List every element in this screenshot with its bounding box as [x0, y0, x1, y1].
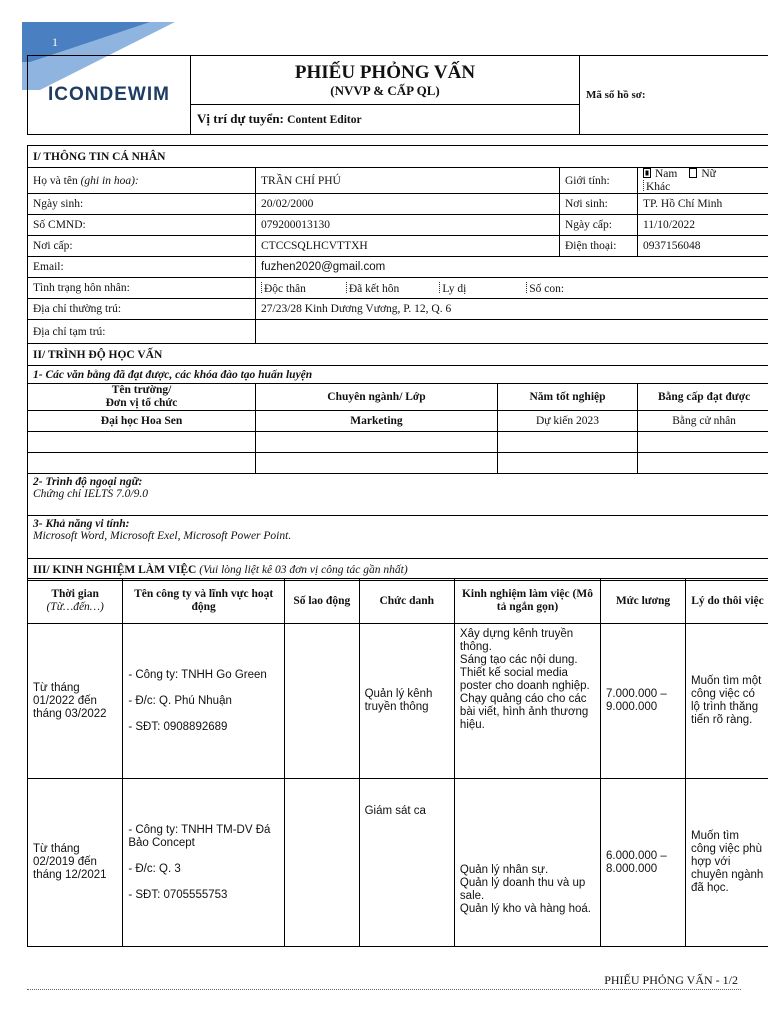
exp-muc-luong[interactable]: 6.000.000 – 8.000.000	[601, 779, 686, 947]
exp-header-cong-ty: Tên công ty và lĩnh vực hoạt động	[123, 579, 285, 624]
vi-tri-value: Content Editor	[287, 114, 362, 127]
edu-chuyen-nganh[interactable]	[256, 453, 498, 474]
exp-header-kinh-nghiem: Kinh nghiệm làm việc (Mô tả ngắn gọn)	[454, 579, 600, 624]
marital-ly-di[interactable]: Ly dị	[439, 282, 466, 295]
tam-tru-value[interactable]	[256, 320, 768, 344]
ngay-sinh-label: Ngày sinh:	[28, 194, 256, 215]
hon-nhan-label: Tình trạng hôn nhân:	[28, 278, 256, 299]
exp-kinh-nghiem[interactable]: Xây dựng kênh truyền thông. Sáng tạo các nội dung. Thiết kế social media poster cho doanh nghiệp. Chạy quảng cáo cho các bài viết, hình ảnh thương hiệu.	[454, 624, 600, 779]
gender-nu[interactable]: Nữ	[689, 168, 716, 180]
section-2-sub3: 3- Khả năng vi tính:	[33, 518, 130, 530]
vi-tinh-block	[28, 516, 768, 559]
exp-header-so-lao-dong: Số lao động	[284, 579, 359, 624]
checkbox-icon	[261, 282, 262, 293]
company-logo: ICONDEWIM	[28, 56, 191, 135]
table-row	[28, 453, 768, 474]
section-3-title: III/ KINH NGHIỆM LÀM VIỆC (Vui lòng liệt kê 03 đơn vị công tác gần nhất)	[28, 559, 768, 581]
marital-doc-than[interactable]: Độc thân	[261, 282, 306, 295]
checkbox-icon	[439, 282, 440, 293]
exp-header-ly-do: Lý do thôi việc	[686, 579, 768, 624]
exp-so-lao-dong[interactable]	[284, 779, 359, 947]
edu-nam[interactable]	[498, 432, 638, 453]
interview-form	[27, 145, 768, 581]
page-subtitle: (NVVP & CẤP QL)	[330, 82, 440, 98]
edu-nam[interactable]: Dự kiến 2023	[498, 411, 638, 432]
ngay-cap-value[interactable]: 11/10/2022	[638, 215, 768, 236]
ma-so-ho-so: Mã số hồ sơ:	[580, 56, 768, 135]
noi-cap-value[interactable]: CTCCSQLHCVTTXH	[256, 236, 560, 257]
edu-bang-cap[interactable]	[638, 453, 768, 474]
gender-khac[interactable]: Khác	[643, 180, 670, 193]
dien-thoai-value[interactable]: 0937156048	[638, 236, 768, 257]
checkbox-checked-icon	[643, 168, 651, 178]
exp-cong-ty[interactable]: - Công ty: TNHH TM-DV Đá Bảo Concept - Đ/c: Q. 3 - SĐT: 0705555753	[123, 779, 285, 947]
exp-chuc-danh[interactable]: Giám sát ca	[359, 779, 454, 947]
page-footer: PHIẾU PHỎNG VẤN - 1/2	[604, 973, 738, 987]
hon-nhan-options	[256, 278, 768, 299]
table-row	[28, 411, 768, 432]
noi-cap-label: Nơi cấp:	[28, 236, 256, 257]
gioi-tinh-label: Giới tính:	[560, 168, 638, 194]
checkbox-icon	[689, 168, 697, 178]
section-2-sub2: 2- Trình độ ngoại ngữ:	[33, 476, 143, 488]
exp-muc-luong[interactable]: 7.000.000 – 9.000.000	[601, 624, 686, 779]
edu-bang-cap[interactable]: Bằng cử nhân	[638, 411, 768, 432]
exp-header-muc-luong: Mức lương	[601, 579, 686, 624]
vi-tinh-value[interactable]: Microsoft Word, Microsoft Exel, Microsoft Power Point.	[33, 530, 292, 542]
edu-truong[interactable]	[28, 432, 256, 453]
exp-header-chuc-danh: Chức danh	[359, 579, 454, 624]
edu-header-nam: Năm tốt nghiệp	[498, 384, 638, 411]
exp-cong-ty[interactable]: - Công ty: TNHH Go Green - Đ/c: Q. Phú Nhuận - SĐT: 0908892689	[123, 624, 285, 779]
noi-sinh-label: Nơi sinh:	[560, 194, 638, 215]
cmnd-label: Số CMND:	[28, 215, 256, 236]
ngoai-ngu-block	[28, 474, 768, 516]
email-value[interactable]: fuzhen2020@gmail.com	[256, 257, 768, 278]
exp-ly-do[interactable]: Muốn tìm một công việc có lộ trình thăng tiến rõ ràng.	[686, 624, 768, 779]
edu-truong[interactable]: Đại học Hoa Sen	[28, 411, 256, 432]
exp-so-lao-dong[interactable]	[284, 624, 359, 779]
gioi-tinh-options	[638, 168, 768, 194]
thuong-tru-label: Địa chỉ thường trú:	[28, 299, 256, 320]
exp-thoi-gian[interactable]: Từ tháng 01/2022 đến tháng 03/2022	[28, 624, 123, 779]
section-2-title: II/ TRÌNH ĐỘ HỌC VẤN	[28, 344, 768, 366]
section-2-sub1: 1- Các văn bằng đã đạt được, các khóa đào tạo huấn luyện	[28, 366, 768, 384]
checkbox-icon	[643, 180, 644, 191]
exp-thoi-gian[interactable]: Từ tháng 02/2019 đến tháng 12/2021	[28, 779, 123, 947]
exp-kinh-nghiem[interactable]: Quản lý nhân sự. Quản lý doanh thu và up sale. Quản lý kho và hàng hoá.	[454, 779, 600, 947]
edu-truong[interactable]	[28, 453, 256, 474]
vi-tri-du-tuyen: Vị trí dự tuyển: Content Editor	[191, 104, 580, 134]
table-row	[28, 779, 768, 947]
so-con[interactable]: Số con:	[526, 282, 564, 295]
cmnd-value[interactable]: 079200013130	[256, 215, 560, 236]
ngoai-ngu-value[interactable]: Chứng chỉ IELTS 7.0/9.0	[33, 488, 148, 500]
page-number: 1	[52, 35, 58, 49]
thuong-tru-value[interactable]: 27/23/28 Kinh Dương Vương, P. 12, Q. 6	[256, 299, 768, 320]
edu-chuyen-nganh[interactable]: Marketing	[256, 411, 498, 432]
edu-bang-cap[interactable]	[638, 432, 768, 453]
checkbox-icon	[346, 282, 347, 293]
marital-da-ket-hon[interactable]: Đã kết hôn	[346, 282, 399, 295]
experience-table	[27, 578, 768, 947]
edu-header-truong: Tên trường/ Đơn vị tổ chức	[28, 384, 256, 411]
table-row	[28, 624, 768, 779]
exp-ly-do[interactable]: Muốn tìm công việc phù hợp với chuyên ngành đã học.	[686, 779, 768, 947]
dien-thoai-label: Điện thoại:	[560, 236, 638, 257]
edu-chuyen-nganh[interactable]	[256, 432, 498, 453]
noi-sinh-value[interactable]: TP. Hồ Chí Minh	[638, 194, 768, 215]
edu-header-chuyen-nganh: Chuyên ngành/ Lớp	[256, 384, 498, 411]
section-1-title: I/ THÔNG TIN CÁ NHÂN	[28, 146, 768, 168]
gender-nam[interactable]: Nam	[643, 168, 677, 180]
ho-ten-value[interactable]: TRẦN CHÍ PHÚ	[256, 168, 560, 194]
exp-chuc-danh[interactable]: Quản lý kênh truyền thông	[359, 624, 454, 779]
ngay-cap-label: Ngày cấp:	[560, 215, 638, 236]
header-table	[27, 55, 768, 135]
edu-nam[interactable]	[498, 453, 638, 474]
ho-ten-label: Họ và tên (ghi in hoa):	[28, 168, 256, 194]
email-label: Email:	[28, 257, 256, 278]
edu-header-bang-cap: Bằng cấp đạt được	[638, 384, 768, 411]
footer-divider	[27, 989, 741, 990]
table-row	[28, 432, 768, 453]
checkbox-icon	[526, 282, 527, 293]
ngay-sinh-value[interactable]: 20/02/2000	[256, 194, 560, 215]
section-3-note: (Vui lòng liệt kê 03 đơn vị công tác gần nhất)	[199, 563, 408, 576]
tam-tru-label: Địa chỉ tạm trú:	[28, 320, 256, 344]
page-title: PHIẾU PHỎNG VẤN	[294, 61, 476, 83]
exp-header-thoi-gian: Thời gian (Từ…đến…)	[28, 579, 123, 624]
